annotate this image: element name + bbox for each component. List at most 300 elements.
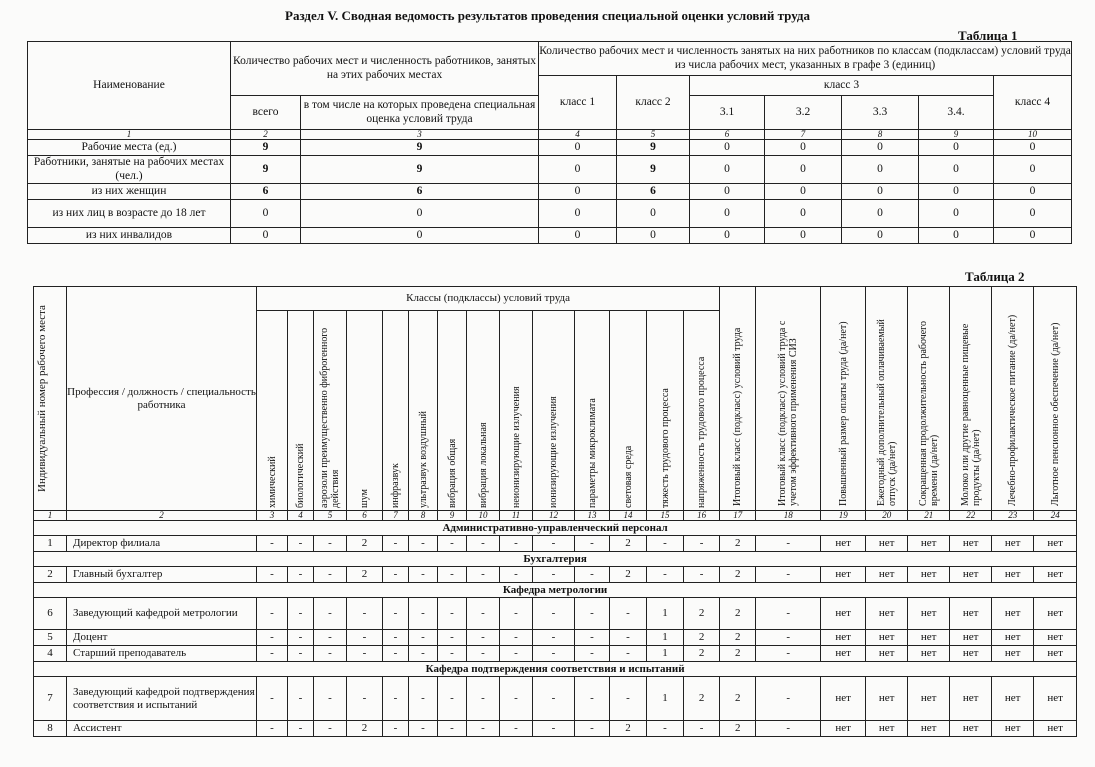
- workplace-id: 8: [34, 721, 67, 737]
- cell-value: -: [756, 677, 821, 721]
- cell-value: -: [756, 646, 821, 662]
- cell-value: 2: [684, 630, 720, 646]
- cell-value: -: [533, 536, 575, 552]
- profession-name: Старший преподаватель: [67, 646, 257, 662]
- cell-value: 2: [347, 721, 383, 737]
- cell-value: -: [438, 721, 467, 737]
- cell-value: 0: [690, 200, 765, 228]
- cell-value: -: [314, 536, 347, 552]
- cell-value: -: [500, 567, 533, 583]
- column-number: 23: [992, 511, 1034, 521]
- column-number: 9: [438, 511, 467, 521]
- cell-value: 0: [690, 140, 765, 156]
- cell-value: -: [467, 646, 500, 662]
- workplace-id: 6: [34, 598, 67, 630]
- cell-value: 0: [919, 140, 994, 156]
- column-number: 18: [756, 511, 821, 521]
- header-class4: класс 4: [994, 76, 1072, 130]
- cell-value: -: [533, 721, 575, 737]
- column-number: 19: [821, 511, 866, 521]
- column-number: 12: [533, 511, 575, 521]
- cell-value: 0: [539, 200, 617, 228]
- table-row: [34, 721, 1077, 737]
- section-row: [34, 552, 1077, 567]
- cell-value: нет: [950, 598, 992, 630]
- cell-value: -: [756, 567, 821, 583]
- header-factor-7: вибрация общая: [438, 311, 467, 511]
- cell-value: -: [575, 598, 610, 630]
- header-sub-3-2: 3.2: [765, 96, 842, 130]
- table-row: [34, 630, 1077, 646]
- column-number: 13: [575, 511, 610, 521]
- row-name: из них лиц в возрасте до 18 лет: [28, 200, 231, 228]
- cell-value: нет: [866, 721, 908, 737]
- table-row: [34, 598, 1077, 630]
- header-tail-7: Лечебно-профилактическое питание (да/нет): [992, 287, 1034, 511]
- table1-label: Таблица 1: [958, 28, 1018, 43]
- cell-value: -: [383, 567, 409, 583]
- header-factor-2: биологический: [288, 311, 314, 511]
- cell-value: 0: [231, 200, 301, 228]
- column-number: 1: [34, 511, 67, 521]
- cell-value: -: [257, 721, 288, 737]
- header-sub-3-1: 3.1: [690, 96, 765, 130]
- cell-value: -: [467, 567, 500, 583]
- cell-value: нет: [950, 721, 992, 737]
- header-profession: Профессия / должность / специальность работника: [67, 287, 257, 511]
- cell-value: нет: [908, 646, 950, 662]
- cell-value: 0: [765, 184, 842, 200]
- cell-value: 2: [720, 721, 756, 737]
- column-number: 7: [383, 511, 409, 521]
- column-number: 15: [647, 511, 684, 521]
- cell-value: -: [500, 721, 533, 737]
- table-row: [34, 536, 1077, 552]
- cell-value: 0: [994, 200, 1072, 228]
- cell-value: нет: [992, 721, 1034, 737]
- cell-value: -: [610, 598, 647, 630]
- column-number: 6: [690, 130, 765, 140]
- cell-value: 2: [610, 721, 647, 737]
- header-factor-10: ионизирующие излучения: [533, 311, 575, 511]
- cell-value: нет: [992, 536, 1034, 552]
- cell-value: 6: [301, 184, 539, 200]
- cell-value: нет: [908, 598, 950, 630]
- cell-value: нет: [908, 567, 950, 583]
- cell-value: нет: [992, 567, 1034, 583]
- column-number: 3: [257, 511, 288, 521]
- cell-value: -: [467, 721, 500, 737]
- header-tail-6: Молоко или другие равноценные пищевые продукты (да/нет): [950, 287, 992, 511]
- header-factor-8: вибрация локальная: [467, 311, 500, 511]
- table-row: [34, 646, 1077, 662]
- cell-value: 1: [647, 646, 684, 662]
- cell-value: -: [575, 536, 610, 552]
- cell-value: -: [409, 598, 438, 630]
- cell-value: 0: [690, 228, 765, 244]
- cell-value: нет: [950, 630, 992, 646]
- cell-value: -: [575, 630, 610, 646]
- table-row: [34, 677, 1077, 721]
- header-count: Количество рабочих мест и численность работников, занятых на этих рабочих местах: [231, 42, 539, 96]
- table-row: [28, 140, 1072, 156]
- cell-value: 0: [301, 228, 539, 244]
- column-number: 20: [866, 511, 908, 521]
- header-class1: класс 1: [539, 76, 617, 130]
- cell-value: 0: [617, 228, 690, 244]
- cell-value: -: [756, 536, 821, 552]
- cell-value: -: [684, 536, 720, 552]
- cell-value: 0: [919, 184, 994, 200]
- column-number: 3: [301, 130, 539, 140]
- cell-value: -: [533, 630, 575, 646]
- cell-value: нет: [821, 598, 866, 630]
- cell-value: 0: [539, 228, 617, 244]
- workplace-id: 5: [34, 630, 67, 646]
- cell-value: 0: [919, 200, 994, 228]
- cell-value: -: [647, 567, 684, 583]
- cell-value: 0: [842, 200, 919, 228]
- profession-name: Директор филиала: [67, 536, 257, 552]
- header-factor-3: аэрозоли преимущественно фиброгенного действия: [314, 311, 347, 511]
- cell-value: нет: [992, 598, 1034, 630]
- header-factor-14: напряженность трудового процесса: [684, 311, 720, 511]
- cell-value: -: [575, 567, 610, 583]
- cell-value: -: [610, 646, 647, 662]
- cell-value: 2: [347, 536, 383, 552]
- cell-value: 2: [610, 536, 647, 552]
- cell-value: -: [257, 630, 288, 646]
- workplaces-table: [33, 286, 1077, 737]
- cell-value: 9: [301, 140, 539, 156]
- column-number: 17: [720, 511, 756, 521]
- cell-value: нет: [1034, 677, 1077, 721]
- cell-value: нет: [950, 646, 992, 662]
- header-sub-3-3: 3.3: [842, 96, 919, 130]
- cell-value: нет: [1034, 646, 1077, 662]
- cell-value: нет: [866, 630, 908, 646]
- header-name: Наименование: [28, 42, 231, 130]
- header-factor-4: шум: [347, 311, 383, 511]
- profession-name: Заведующий кафедрой метрологии: [67, 598, 257, 630]
- column-number: 5: [314, 511, 347, 521]
- cell-value: нет: [1034, 630, 1077, 646]
- cell-value: нет: [821, 646, 866, 662]
- cell-value: 0: [539, 156, 617, 184]
- column-number-row: [34, 511, 1077, 521]
- cell-value: -: [409, 677, 438, 721]
- cell-value: -: [347, 646, 383, 662]
- cell-value: -: [409, 567, 438, 583]
- column-number: 6: [347, 511, 383, 521]
- cell-value: нет: [821, 721, 866, 737]
- cell-value: 0: [539, 140, 617, 156]
- section-title: Административно-управленческий персонал: [34, 521, 1077, 536]
- header-factor-13: тяжесть трудового процесса: [647, 311, 684, 511]
- workplace-id: 2: [34, 567, 67, 583]
- header-sub-3-4: 3.4.: [919, 96, 994, 130]
- cell-value: -: [347, 677, 383, 721]
- cell-value: нет: [992, 677, 1034, 721]
- cell-value: -: [647, 721, 684, 737]
- cell-value: 0: [919, 228, 994, 244]
- cell-value: -: [438, 567, 467, 583]
- cell-value: -: [383, 677, 409, 721]
- cell-value: 0: [994, 140, 1072, 156]
- cell-value: нет: [950, 536, 992, 552]
- cell-value: 0: [842, 184, 919, 200]
- column-number: 9: [919, 130, 994, 140]
- cell-value: -: [438, 646, 467, 662]
- column-number: 4: [539, 130, 617, 140]
- column-number: 2: [67, 511, 257, 521]
- cell-value: -: [756, 630, 821, 646]
- column-number: 22: [950, 511, 992, 521]
- cell-value: 0: [617, 200, 690, 228]
- cell-value: 2: [720, 598, 756, 630]
- header-tail-1: Итоговый класс (подкласс) условий труда: [720, 287, 756, 511]
- profession-name: Заведующий кафедрой подтверждения соответствия и испытаний: [67, 677, 257, 721]
- section-title: Кафедра подтверждения соответствия и испытаний: [34, 662, 1077, 677]
- cell-value: 0: [690, 156, 765, 184]
- cell-value: -: [575, 721, 610, 737]
- header-tail-3: Повышенный размер оплаты труда (да/нет): [821, 287, 866, 511]
- cell-value: -: [533, 598, 575, 630]
- profession-name: Главный бухгалтер: [67, 567, 257, 583]
- cell-value: -: [533, 677, 575, 721]
- cell-value: -: [756, 598, 821, 630]
- workplace-id: 1: [34, 536, 67, 552]
- cell-value: 0: [842, 140, 919, 156]
- row-name: из них женщин: [28, 184, 231, 200]
- cell-value: нет: [1034, 598, 1077, 630]
- header-factor-6: ультразвук воздушный: [409, 311, 438, 511]
- column-number: 7: [765, 130, 842, 140]
- cell-value: нет: [866, 536, 908, 552]
- cell-value: -: [314, 567, 347, 583]
- workplace-id: 4: [34, 646, 67, 662]
- cell-value: -: [288, 598, 314, 630]
- cell-value: нет: [866, 567, 908, 583]
- cell-value: 9: [231, 156, 301, 184]
- cell-value: -: [467, 536, 500, 552]
- column-number: 16: [684, 511, 720, 521]
- cell-value: 2: [720, 630, 756, 646]
- header-tail-4: Ежегодный дополнительный оплачиваемый отпуск (да/нет): [866, 287, 908, 511]
- cell-value: -: [438, 677, 467, 721]
- cell-value: нет: [992, 630, 1034, 646]
- cell-value: 2: [684, 677, 720, 721]
- header-tail-8: Льготное пенсионное обеспечение (да/нет): [1034, 287, 1077, 511]
- cell-value: нет: [950, 677, 992, 721]
- cell-value: нет: [908, 721, 950, 737]
- page-title: Раздел V. Сводная ведомость результатов проведения специальной оценки условий труда: [285, 8, 810, 23]
- row-name: из них инвалидов: [28, 228, 231, 244]
- cell-value: -: [314, 646, 347, 662]
- cell-value: нет: [992, 646, 1034, 662]
- column-number: 11: [500, 511, 533, 521]
- cell-value: 0: [765, 228, 842, 244]
- cell-value: -: [647, 536, 684, 552]
- header-total: всего: [231, 96, 301, 130]
- column-number: 21: [908, 511, 950, 521]
- cell-value: 2: [720, 567, 756, 583]
- cell-value: -: [383, 721, 409, 737]
- cell-value: 2: [720, 677, 756, 721]
- cell-value: 0: [765, 156, 842, 184]
- column-number: 10: [994, 130, 1072, 140]
- cell-value: 9: [617, 156, 690, 184]
- cell-value: -: [500, 598, 533, 630]
- cell-value: нет: [866, 677, 908, 721]
- cell-value: 2: [684, 598, 720, 630]
- cell-value: 9: [231, 140, 301, 156]
- cell-value: нет: [1034, 721, 1077, 737]
- column-number: 8: [409, 511, 438, 521]
- cell-value: -: [257, 646, 288, 662]
- column-number: 2: [231, 130, 301, 140]
- header-factor-1: химический: [257, 311, 288, 511]
- section-row: [34, 662, 1077, 677]
- cell-value: 6: [617, 184, 690, 200]
- header-id: Индивидуальный номер рабочего места: [34, 287, 67, 511]
- header-tail-5: Сокращенная продолжительность рабочего времени (да/нет): [908, 287, 950, 511]
- column-number: 5: [617, 130, 690, 140]
- cell-value: -: [347, 630, 383, 646]
- cell-value: 1: [647, 677, 684, 721]
- column-number: 1: [28, 130, 231, 140]
- cell-value: 0: [994, 228, 1072, 244]
- cell-value: -: [288, 567, 314, 583]
- header-classes: Классы (подклассы) условий труда: [257, 287, 720, 311]
- cell-value: -: [500, 536, 533, 552]
- profession-name: Доцент: [67, 630, 257, 646]
- cell-value: -: [288, 677, 314, 721]
- column-number: 4: [288, 511, 314, 521]
- cell-value: 0: [842, 228, 919, 244]
- section-title: Кафедра метрологии: [34, 583, 1077, 598]
- cell-value: -: [533, 646, 575, 662]
- cell-value: -: [314, 630, 347, 646]
- profession-name: Ассистент: [67, 721, 257, 737]
- cell-value: -: [288, 721, 314, 737]
- header-factor-11: параметры микроклимата: [575, 311, 610, 511]
- cell-value: 0: [994, 184, 1072, 200]
- cell-value: нет: [866, 598, 908, 630]
- column-number: 24: [1034, 511, 1077, 521]
- header-class2: класс 2: [617, 76, 690, 130]
- cell-value: -: [288, 536, 314, 552]
- cell-value: -: [383, 598, 409, 630]
- cell-value: -: [467, 598, 500, 630]
- cell-value: -: [409, 536, 438, 552]
- cell-value: нет: [821, 630, 866, 646]
- header-tail-2: Итоговый класс (подкласс) условий труда с учетом эффективного применения СИЗ: [756, 287, 821, 511]
- cell-value: 0: [994, 156, 1072, 184]
- cell-value: -: [500, 677, 533, 721]
- header-factor-9: неионизирующие излучения: [500, 311, 533, 511]
- cell-value: нет: [821, 677, 866, 721]
- header-assessed: в том числе на которых проведена специальная оценка условий труда: [301, 96, 539, 130]
- column-number: 8: [842, 130, 919, 140]
- cell-value: -: [257, 598, 288, 630]
- column-number: 14: [610, 511, 647, 521]
- cell-value: 0: [301, 200, 539, 228]
- cell-value: -: [756, 721, 821, 737]
- cell-value: -: [610, 677, 647, 721]
- cell-value: 6: [231, 184, 301, 200]
- cell-value: -: [684, 721, 720, 737]
- cell-value: -: [347, 598, 383, 630]
- cell-value: 0: [765, 140, 842, 156]
- cell-value: нет: [1034, 567, 1077, 583]
- cell-value: нет: [950, 567, 992, 583]
- table-row: [28, 184, 1072, 200]
- cell-value: 1: [647, 630, 684, 646]
- header-classes: Количество рабочих мест и численность занятых на них работников по классам (подклассам) условий труда из числа рабочих мест, указанных в графе 3 (единиц): [539, 42, 1072, 76]
- cell-value: 2: [720, 536, 756, 552]
- cell-value: 1: [647, 598, 684, 630]
- cell-value: -: [257, 677, 288, 721]
- cell-value: -: [438, 598, 467, 630]
- cell-value: нет: [821, 567, 866, 583]
- cell-value: -: [383, 646, 409, 662]
- cell-value: -: [467, 630, 500, 646]
- cell-value: -: [383, 630, 409, 646]
- cell-value: -: [500, 646, 533, 662]
- table-row: [28, 156, 1072, 184]
- cell-value: -: [575, 677, 610, 721]
- header-factor-12: световая среда: [610, 311, 647, 511]
- section-row: [34, 521, 1077, 536]
- cell-value: нет: [908, 536, 950, 552]
- summary-table: [27, 41, 1072, 244]
- cell-value: 2: [347, 567, 383, 583]
- header-class3: класс 3: [690, 76, 994, 96]
- cell-value: 0: [690, 184, 765, 200]
- column-number: 10: [467, 511, 500, 521]
- cell-value: нет: [1034, 536, 1077, 552]
- cell-value: -: [438, 536, 467, 552]
- cell-value: -: [467, 677, 500, 721]
- table2-label: Таблица 2: [965, 269, 1025, 284]
- cell-value: 0: [842, 156, 919, 184]
- cell-value: нет: [821, 536, 866, 552]
- table-row: [28, 200, 1072, 228]
- cell-value: -: [257, 536, 288, 552]
- column-number-row: [28, 130, 1072, 140]
- cell-value: -: [314, 677, 347, 721]
- cell-value: нет: [908, 677, 950, 721]
- cell-value: 0: [765, 200, 842, 228]
- cell-value: -: [314, 721, 347, 737]
- cell-value: -: [314, 598, 347, 630]
- cell-value: -: [438, 630, 467, 646]
- table-row: [34, 567, 1077, 583]
- cell-value: 0: [539, 184, 617, 200]
- cell-value: 2: [610, 567, 647, 583]
- cell-value: -: [533, 567, 575, 583]
- cell-value: -: [610, 630, 647, 646]
- cell-value: нет: [908, 630, 950, 646]
- cell-value: 0: [919, 156, 994, 184]
- cell-value: -: [257, 567, 288, 583]
- section-row: [34, 583, 1077, 598]
- cell-value: -: [409, 721, 438, 737]
- cell-value: 9: [301, 156, 539, 184]
- cell-value: -: [409, 630, 438, 646]
- cell-value: нет: [866, 646, 908, 662]
